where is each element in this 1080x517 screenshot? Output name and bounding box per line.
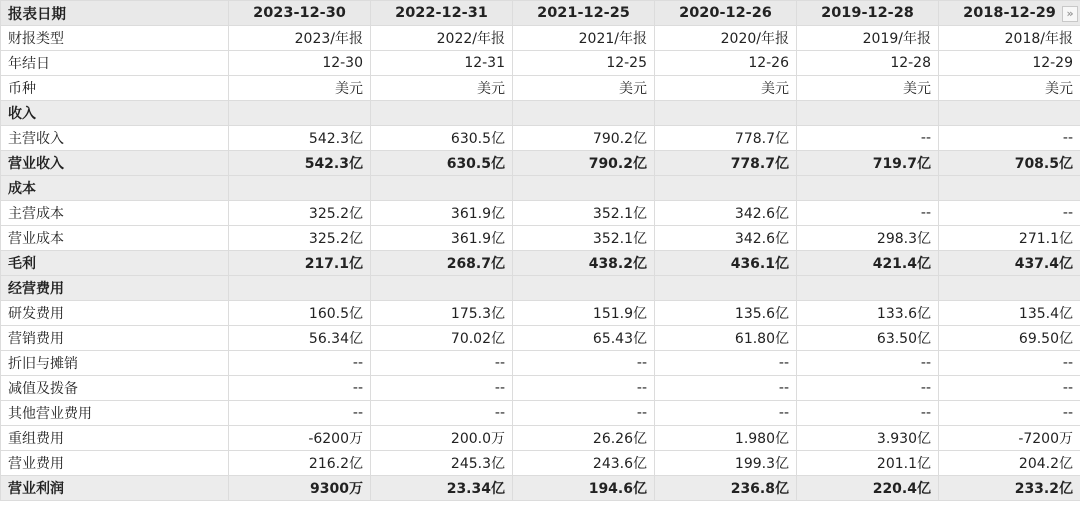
cell-value: 201.1亿 bbox=[797, 451, 939, 476]
table-row bbox=[1, 26, 1080, 51]
header-date[interactable]: 2020-12-26 bbox=[655, 1, 797, 26]
cell-value: 542.3亿 bbox=[229, 151, 371, 176]
cell-value: -- bbox=[371, 351, 513, 376]
cell-value: -- bbox=[371, 376, 513, 401]
cell-value bbox=[513, 101, 655, 126]
row-label: 重组费用 bbox=[1, 426, 229, 451]
row-label: 营业费用 bbox=[1, 451, 229, 476]
cell-value: 56.34亿 bbox=[229, 326, 371, 351]
cell-value bbox=[371, 176, 513, 201]
header-date[interactable]: 2022-12-31 bbox=[371, 1, 513, 26]
cell-value: 204.2亿 bbox=[939, 451, 1080, 476]
cell-value bbox=[513, 276, 655, 301]
section-header-row bbox=[1, 276, 1080, 301]
table-row bbox=[1, 201, 1080, 226]
cell-value: 美元 bbox=[513, 76, 655, 101]
row-label: 其他营业费用 bbox=[1, 401, 229, 426]
cell-value: 298.3亿 bbox=[797, 226, 939, 251]
table-row bbox=[1, 126, 1080, 151]
cell-value: 9300万 bbox=[229, 476, 371, 501]
cell-value: 12-31 bbox=[371, 51, 513, 76]
cell-value: 325.2亿 bbox=[229, 226, 371, 251]
section-header-row bbox=[1, 101, 1080, 126]
cell-value: 美元 bbox=[655, 76, 797, 101]
cell-value: 438.2亿 bbox=[513, 251, 655, 276]
cell-value: 243.6亿 bbox=[513, 451, 655, 476]
cell-value bbox=[797, 101, 939, 126]
cell-value bbox=[655, 176, 797, 201]
cell-value: 2019/年报 bbox=[797, 26, 939, 51]
cell-value: 2021/年报 bbox=[513, 26, 655, 51]
cell-value: 194.6亿 bbox=[513, 476, 655, 501]
cell-value bbox=[229, 176, 371, 201]
cell-value: -- bbox=[513, 401, 655, 426]
cell-value bbox=[939, 176, 1080, 201]
cell-value: 133.6亿 bbox=[797, 301, 939, 326]
table-row bbox=[1, 326, 1080, 351]
row-label: 收入 bbox=[1, 101, 229, 126]
cell-value: -- bbox=[229, 351, 371, 376]
cell-value: 26.26亿 bbox=[513, 426, 655, 451]
row-label: 营业成本 bbox=[1, 226, 229, 251]
cell-value: 236.8亿 bbox=[655, 476, 797, 501]
header-date[interactable]: 2021-12-25 bbox=[513, 1, 655, 26]
cell-value: -7200万 bbox=[939, 426, 1080, 451]
cell-value: -- bbox=[939, 401, 1080, 426]
cell-value: 217.1亿 bbox=[229, 251, 371, 276]
row-label: 年结日 bbox=[1, 51, 229, 76]
cell-value bbox=[797, 276, 939, 301]
cell-value: -- bbox=[229, 376, 371, 401]
table-row bbox=[1, 151, 1080, 176]
cell-value: 790.2亿 bbox=[513, 151, 655, 176]
cell-value bbox=[655, 101, 797, 126]
cell-value bbox=[939, 276, 1080, 301]
table-row bbox=[1, 301, 1080, 326]
cell-value: 2023/年报 bbox=[229, 26, 371, 51]
cell-value: -- bbox=[939, 376, 1080, 401]
cell-value: 200.0万 bbox=[371, 426, 513, 451]
cell-value: 233.2亿 bbox=[939, 476, 1080, 501]
next-page-icon[interactable]: » bbox=[1062, 6, 1078, 22]
row-label: 减值及拨备 bbox=[1, 376, 229, 401]
cell-value: 美元 bbox=[229, 76, 371, 101]
cell-value bbox=[371, 276, 513, 301]
cell-value bbox=[513, 176, 655, 201]
table-row bbox=[1, 376, 1080, 401]
cell-value: 361.9亿 bbox=[371, 201, 513, 226]
cell-value: 69.50亿 bbox=[939, 326, 1080, 351]
table-row bbox=[1, 251, 1080, 276]
cell-value: 2018/年报 bbox=[939, 26, 1080, 51]
header-date[interactable]: 2023-12-30 bbox=[229, 1, 371, 26]
header-row bbox=[1, 1, 1080, 26]
cell-value: -- bbox=[513, 351, 655, 376]
table-row bbox=[1, 451, 1080, 476]
cell-value: 271.1亿 bbox=[939, 226, 1080, 251]
cell-value: 437.4亿 bbox=[939, 251, 1080, 276]
cell-value: -- bbox=[939, 201, 1080, 226]
cell-value: -- bbox=[797, 126, 939, 151]
row-label: 营业收入 bbox=[1, 151, 229, 176]
cell-value: 12-25 bbox=[513, 51, 655, 76]
cell-value: 361.9亿 bbox=[371, 226, 513, 251]
cell-value: -- bbox=[513, 376, 655, 401]
cell-value: -6200万 bbox=[229, 426, 371, 451]
cell-value bbox=[229, 276, 371, 301]
cell-value: 12-28 bbox=[797, 51, 939, 76]
cell-value: 70.02亿 bbox=[371, 326, 513, 351]
cell-value: 12-30 bbox=[229, 51, 371, 76]
cell-value: 436.1亿 bbox=[655, 251, 797, 276]
cell-value: 220.4亿 bbox=[797, 476, 939, 501]
cell-value: -- bbox=[939, 126, 1080, 151]
cell-value: 708.5亿 bbox=[939, 151, 1080, 176]
cell-value: 268.7亿 bbox=[371, 251, 513, 276]
cell-value: -- bbox=[655, 376, 797, 401]
table-row bbox=[1, 76, 1080, 101]
cell-value: 245.3亿 bbox=[371, 451, 513, 476]
cell-value bbox=[797, 176, 939, 201]
row-label: 研发费用 bbox=[1, 301, 229, 326]
cell-value: -- bbox=[797, 201, 939, 226]
cell-value: 151.9亿 bbox=[513, 301, 655, 326]
cell-value bbox=[371, 101, 513, 126]
cell-value: -- bbox=[655, 351, 797, 376]
row-label: 财报类型 bbox=[1, 26, 229, 51]
cell-value: -- bbox=[797, 401, 939, 426]
cell-value: 199.3亿 bbox=[655, 451, 797, 476]
table-row bbox=[1, 401, 1080, 426]
cell-value: 175.3亿 bbox=[371, 301, 513, 326]
cell-value: 719.7亿 bbox=[797, 151, 939, 176]
cell-value: 421.4亿 bbox=[797, 251, 939, 276]
row-label: 主营成本 bbox=[1, 201, 229, 226]
cell-value: 342.6亿 bbox=[655, 201, 797, 226]
cell-value: 790.2亿 bbox=[513, 126, 655, 151]
row-label: 主营收入 bbox=[1, 126, 229, 151]
row-label: 币种 bbox=[1, 76, 229, 101]
table-row bbox=[1, 51, 1080, 76]
cell-value bbox=[655, 276, 797, 301]
row-label: 营业利润 bbox=[1, 476, 229, 501]
cell-value: 135.4亿 bbox=[939, 301, 1080, 326]
cell-value: 1.980亿 bbox=[655, 426, 797, 451]
cell-value: 3.930亿 bbox=[797, 426, 939, 451]
cell-value: 352.1亿 bbox=[513, 226, 655, 251]
cell-value: 135.6亿 bbox=[655, 301, 797, 326]
cell-value: 2022/年报 bbox=[371, 26, 513, 51]
table-row bbox=[1, 426, 1080, 451]
cell-value: -- bbox=[229, 401, 371, 426]
row-label: 成本 bbox=[1, 176, 229, 201]
cell-value: 23.34亿 bbox=[371, 476, 513, 501]
cell-value bbox=[229, 101, 371, 126]
header-date-last[interactable] bbox=[939, 1, 1080, 26]
cell-value: 352.1亿 bbox=[513, 201, 655, 226]
cell-value: 65.43亿 bbox=[513, 326, 655, 351]
cell-value: 美元 bbox=[371, 76, 513, 101]
row-label: 营销费用 bbox=[1, 326, 229, 351]
row-label: 毛利 bbox=[1, 251, 229, 276]
cell-value: 542.3亿 bbox=[229, 126, 371, 151]
cell-value: 630.5亿 bbox=[371, 151, 513, 176]
cell-value: 12-26 bbox=[655, 51, 797, 76]
cell-value: 美元 bbox=[939, 76, 1080, 101]
cell-value: 325.2亿 bbox=[229, 201, 371, 226]
cell-value: 778.7亿 bbox=[655, 126, 797, 151]
cell-value: 630.5亿 bbox=[371, 126, 513, 151]
header-date[interactable]: 2019-12-28 bbox=[797, 1, 939, 26]
cell-value: 2020/年报 bbox=[655, 26, 797, 51]
cell-value: 216.2亿 bbox=[229, 451, 371, 476]
cell-value: -- bbox=[655, 401, 797, 426]
table-row bbox=[1, 351, 1080, 376]
table-row bbox=[1, 226, 1080, 251]
cell-value: 12-29 bbox=[939, 51, 1080, 76]
header-date[interactable]: 2018-12-29 bbox=[963, 5, 1056, 21]
row-label: 经营费用 bbox=[1, 276, 229, 301]
cell-value: 778.7亿 bbox=[655, 151, 797, 176]
cell-value: -- bbox=[797, 351, 939, 376]
header-label: 报表日期 bbox=[1, 1, 229, 26]
cell-value: 160.5亿 bbox=[229, 301, 371, 326]
cell-value: 美元 bbox=[797, 76, 939, 101]
row-label: 折旧与摊销 bbox=[1, 351, 229, 376]
section-header-row bbox=[1, 176, 1080, 201]
cell-value: -- bbox=[939, 351, 1080, 376]
cell-value: 61.80亿 bbox=[655, 326, 797, 351]
cell-value: -- bbox=[797, 376, 939, 401]
cell-value bbox=[939, 101, 1080, 126]
cell-value: 342.6亿 bbox=[655, 226, 797, 251]
table-row bbox=[1, 476, 1080, 501]
cell-value: -- bbox=[371, 401, 513, 426]
cell-value: 63.50亿 bbox=[797, 326, 939, 351]
